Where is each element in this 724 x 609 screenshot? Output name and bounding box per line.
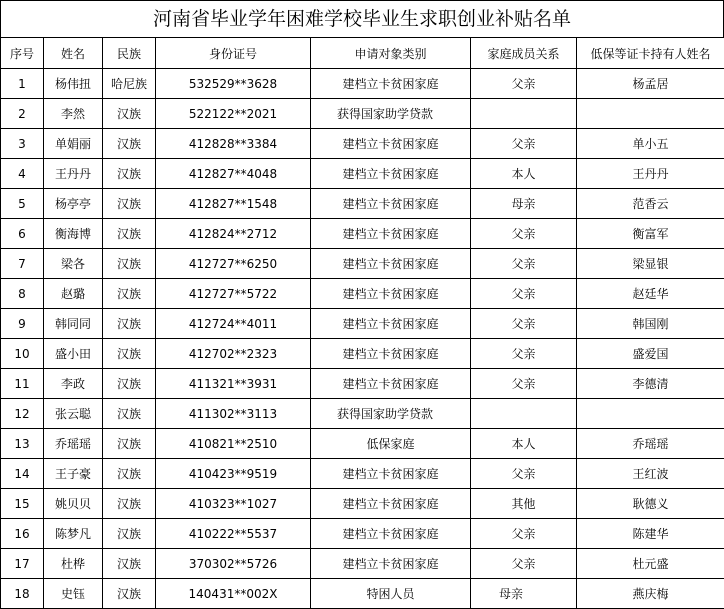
cell-category: 建档立卡贫困家庭 <box>311 129 471 159</box>
cell-relation: 父亲 <box>471 219 577 249</box>
cell-category: 建档立卡贫困家庭 <box>311 339 471 369</box>
header-ethnicity: 民族 <box>103 38 156 69</box>
cell-ethnicity: 汉族 <box>103 549 156 579</box>
cell-ethnicity: 汉族 <box>103 489 156 519</box>
cell-name: 史钰 <box>44 579 103 609</box>
table-row <box>1 189 724 219</box>
cell-seq: 14 <box>1 459 44 489</box>
cell-id: 412827**4048 <box>156 159 311 189</box>
cell-seq: 12 <box>1 399 44 429</box>
cell-relation: 父亲 <box>471 339 577 369</box>
cell-category: 低保家庭 <box>311 429 471 459</box>
cell-relation: 父亲 <box>471 69 577 99</box>
cell-seq: 13 <box>1 429 44 459</box>
cell-name: 李政 <box>44 369 103 399</box>
cell-seq: 2 <box>1 99 44 129</box>
cell-relation: 母亲 <box>471 189 577 219</box>
cell-name: 陈梦凡 <box>44 519 103 549</box>
cell-relation: 父亲 <box>471 459 577 489</box>
cell-seq: 3 <box>1 129 44 159</box>
cell-ethnicity: 汉族 <box>103 399 156 429</box>
cell-category: 建档立卡贫困家庭 <box>311 279 471 309</box>
cell-ethnicity: 汉族 <box>103 429 156 459</box>
cell-holder: 衡富军 <box>577 219 724 249</box>
cell-ethnicity: 汉族 <box>103 519 156 549</box>
cell-seq: 8 <box>1 279 44 309</box>
cell-seq: 7 <box>1 249 44 279</box>
table-body <box>1 69 724 609</box>
cell-relation: 本人 <box>471 159 577 189</box>
cell-category: 建档立卡贫困家庭 <box>311 549 471 579</box>
table-row <box>1 369 724 399</box>
cell-id: 412824**2712 <box>156 219 311 249</box>
cell-ethnicity: 汉族 <box>103 129 156 159</box>
cell-seq: 15 <box>1 489 44 519</box>
cell-category: 获得国家助学贷款 <box>311 399 471 429</box>
cell-name: 王子豪 <box>44 459 103 489</box>
cell-category: 特困人员 <box>311 579 471 609</box>
cell-id: 410222**5537 <box>156 519 311 549</box>
cell-seq: 9 <box>1 309 44 339</box>
cell-id: 410423**9519 <box>156 459 311 489</box>
cell-category: 建档立卡贫困家庭 <box>311 519 471 549</box>
header-name: 姓名 <box>44 38 103 69</box>
table-row <box>1 339 724 369</box>
cell-relation: 母亲 <box>471 579 577 609</box>
cell-holder: 王红波 <box>577 459 724 489</box>
header-id: 身份证号 <box>156 38 311 69</box>
cell-seq: 16 <box>1 519 44 549</box>
header-seq: 序号 <box>1 38 44 69</box>
table-row <box>1 129 724 159</box>
cell-ethnicity: 汉族 <box>103 249 156 279</box>
cell-relation: 其他 <box>471 489 577 519</box>
cell-category: 建档立卡贫困家庭 <box>311 309 471 339</box>
cell-relation: 父亲 <box>471 519 577 549</box>
header-category: 申请对象类别 <box>311 38 471 69</box>
cell-id: 370302**5726 <box>156 549 311 579</box>
cell-seq: 4 <box>1 159 44 189</box>
cell-id: 532529**3628 <box>156 69 311 99</box>
cell-relation <box>471 99 577 129</box>
cell-name: 姚贝贝 <box>44 489 103 519</box>
cell-name: 杨伟扭 <box>44 69 103 99</box>
table-row <box>1 549 724 579</box>
cell-id: 410821**2510 <box>156 429 311 459</box>
cell-name: 杜桦 <box>44 549 103 579</box>
cell-name: 张云聪 <box>44 399 103 429</box>
cell-holder: 赵廷华 <box>577 279 724 309</box>
cell-holder: 杨孟居 <box>577 69 724 99</box>
cell-category: 获得国家助学贷款 <box>311 99 471 129</box>
cell-seq: 18 <box>1 579 44 609</box>
cell-id: 412727**5722 <box>156 279 311 309</box>
cell-relation: 父亲 <box>471 129 577 159</box>
cell-category: 建档立卡贫困家庭 <box>311 189 471 219</box>
cell-relation: 父亲 <box>471 369 577 399</box>
header-relation: 家庭成员关系 <box>471 38 577 69</box>
cell-relation <box>471 399 577 429</box>
cell-holder: 乔瑶瑶 <box>577 429 724 459</box>
cell-id: 412724**4011 <box>156 309 311 339</box>
cell-ethnicity: 汉族 <box>103 99 156 129</box>
cell-holder: 盛爱国 <box>577 339 724 369</box>
table-row <box>1 429 724 459</box>
cell-ethnicity: 汉族 <box>103 309 156 339</box>
cell-name: 王丹丹 <box>44 159 103 189</box>
cell-holder: 单小五 <box>577 129 724 159</box>
table-row <box>1 489 724 519</box>
cell-category: 建档立卡贫困家庭 <box>311 369 471 399</box>
cell-name: 赵璐 <box>44 279 103 309</box>
table-row <box>1 399 724 429</box>
cell-name: 李然 <box>44 99 103 129</box>
table-row <box>1 249 724 279</box>
cell-id: 412827**1548 <box>156 189 311 219</box>
cell-seq: 1 <box>1 69 44 99</box>
cell-ethnicity: 汉族 <box>103 459 156 489</box>
cell-id: 140431**002X <box>156 579 311 609</box>
table-row <box>1 459 724 489</box>
cell-relation: 父亲 <box>471 279 577 309</box>
cell-ethnicity: 汉族 <box>103 219 156 249</box>
cell-holder: 范香云 <box>577 189 724 219</box>
cell-id: 410323**1027 <box>156 489 311 519</box>
cell-relation: 父亲 <box>471 309 577 339</box>
table-row <box>1 519 724 549</box>
cell-ethnicity: 汉族 <box>103 159 156 189</box>
cell-holder: 王丹丹 <box>577 159 724 189</box>
cell-ethnicity: 汉族 <box>103 189 156 219</box>
cell-category: 建档立卡贫困家庭 <box>311 459 471 489</box>
cell-category: 建档立卡贫困家庭 <box>311 489 471 519</box>
cell-category: 建档立卡贫困家庭 <box>311 219 471 249</box>
cell-name: 杨亭亭 <box>44 189 103 219</box>
cell-holder: 杜元盛 <box>577 549 724 579</box>
table-row <box>1 99 724 129</box>
cell-category: 建档立卡贫困家庭 <box>311 69 471 99</box>
cell-name: 梁各 <box>44 249 103 279</box>
cell-name: 衡海博 <box>44 219 103 249</box>
cell-ethnicity: 汉族 <box>103 579 156 609</box>
cell-seq: 6 <box>1 219 44 249</box>
cell-seq: 10 <box>1 339 44 369</box>
cell-id: 522122**2021 <box>156 99 311 129</box>
cell-holder <box>577 399 724 429</box>
cell-id: 411302**3113 <box>156 399 311 429</box>
subsidy-table <box>0 37 724 609</box>
table-row <box>1 69 724 99</box>
header-holder: 低保等证卡持有人姓名 <box>577 38 724 69</box>
cell-name: 盛小田 <box>44 339 103 369</box>
cell-relation: 父亲 <box>471 549 577 579</box>
cell-holder: 陈建华 <box>577 519 724 549</box>
table-row <box>1 279 724 309</box>
cell-ethnicity: 哈尼族 <box>103 69 156 99</box>
cell-holder: 梁显银 <box>577 249 724 279</box>
cell-category: 建档立卡贫困家庭 <box>311 159 471 189</box>
cell-ethnicity: 汉族 <box>103 339 156 369</box>
cell-name: 乔瑶瑶 <box>44 429 103 459</box>
page-title: 河南省毕业学年困难学校毕业生求职创业补贴名单 <box>0 0 724 37</box>
header-row <box>1 38 724 69</box>
cell-holder: 燕庆梅 <box>577 579 724 609</box>
cell-seq: 11 <box>1 369 44 399</box>
table-row <box>1 159 724 189</box>
table-row <box>1 309 724 339</box>
cell-relation: 本人 <box>471 429 577 459</box>
cell-category: 建档立卡贫困家庭 <box>311 249 471 279</box>
cell-id: 412727**6250 <box>156 249 311 279</box>
cell-seq: 17 <box>1 549 44 579</box>
cell-holder <box>577 99 724 129</box>
cell-id: 411321**3931 <box>156 369 311 399</box>
cell-name: 单娟丽 <box>44 129 103 159</box>
cell-holder: 耿德义 <box>577 489 724 519</box>
cell-holder: 李德清 <box>577 369 724 399</box>
cell-name: 韩同同 <box>44 309 103 339</box>
cell-holder: 韩国刚 <box>577 309 724 339</box>
table-row <box>1 219 724 249</box>
cell-ethnicity: 汉族 <box>103 279 156 309</box>
cell-ethnicity: 汉族 <box>103 369 156 399</box>
cell-id: 412828**3384 <box>156 129 311 159</box>
cell-relation: 父亲 <box>471 249 577 279</box>
cell-id: 412702**2323 <box>156 339 311 369</box>
cell-seq: 5 <box>1 189 44 219</box>
table-row <box>1 579 724 609</box>
